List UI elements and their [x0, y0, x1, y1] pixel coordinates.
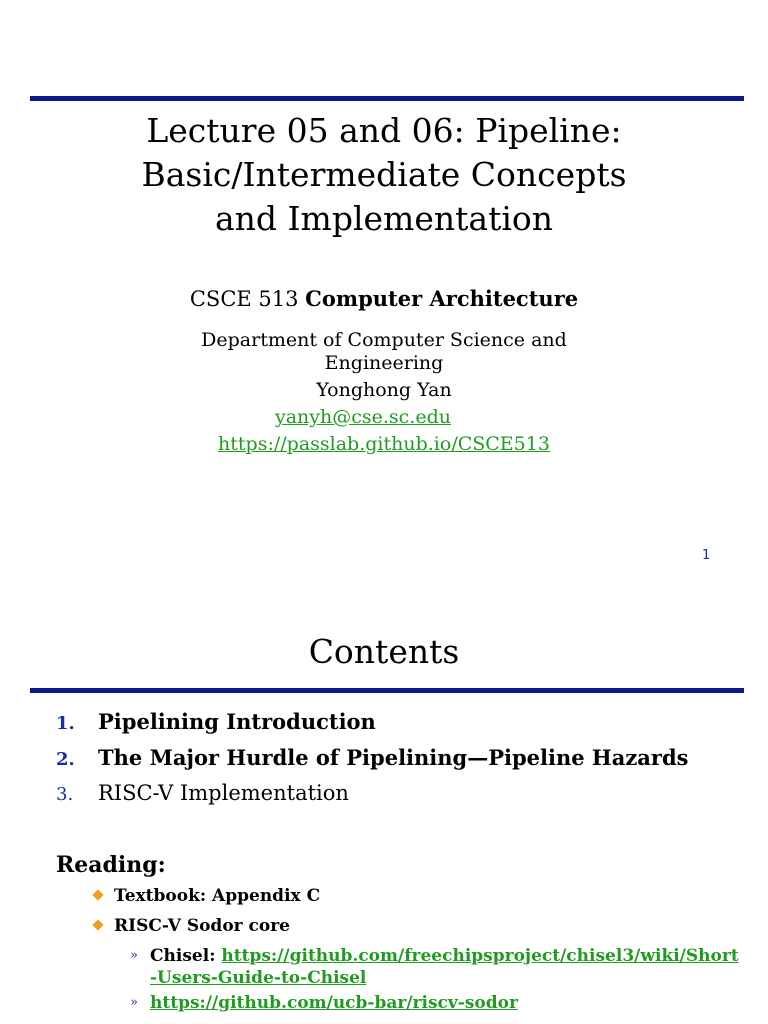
- raquo-icon: »: [130, 995, 138, 1010]
- contents-item-2: [56, 745, 688, 770]
- website-link[interactable]: https://passlab.github.io/CSCE513: [218, 433, 550, 455]
- sub-item-prefix: Chisel:: [150, 946, 222, 966]
- email-line: [0, 406, 747, 429]
- contents-item-3: [56, 781, 349, 805]
- reading-sub-item-2: [130, 992, 740, 1014]
- item-number: 2.: [56, 749, 75, 770]
- slide-title-line-1: Lecture 05 and 06: Pipeline:: [146, 111, 622, 150]
- item-text: Pipelining Introduction: [98, 709, 376, 734]
- item-text: The Major Hurdle of Pipelining—Pipeline Hazards: [98, 745, 689, 770]
- diamond-bullet-icon: [92, 889, 103, 900]
- department-line-1: Department of Computer Science and: [201, 329, 567, 351]
- slide-title-line-3: and Implementation: [214, 199, 554, 238]
- course-name: Computer Architecture: [305, 286, 579, 311]
- sodor-repo-link[interactable]: https://github.com/ucb-bar/riscv-sodor: [150, 993, 518, 1013]
- reading-sub-item-1: [130, 945, 740, 989]
- course-line: [0, 286, 768, 311]
- course-code: CSCE 513: [189, 287, 299, 311]
- contents-rule: [30, 688, 744, 693]
- item-number: 3.: [56, 784, 74, 805]
- slide-title-line-2: Basic/Intermediate Concepts: [141, 155, 627, 194]
- bullet-text: Textbook: Appendix C: [114, 886, 321, 906]
- reading-heading: Reading:: [56, 852, 166, 878]
- item-text: RISC-V Implementation: [98, 781, 349, 805]
- website-line: [0, 433, 768, 456]
- department-line-2: Engineering: [324, 352, 444, 374]
- contents-title: Contents: [308, 632, 460, 671]
- item-number: 1.: [56, 713, 75, 734]
- instructor-name: Yonghong Yan: [316, 379, 452, 401]
- title-rule: [30, 96, 744, 101]
- chisel-guide-link[interactable]: https://github.com/freechipsproject/chisel3/wiki/Short-Users-Guide-to-Chisel: [150, 946, 739, 988]
- bullet-text: RISC-V Sodor core: [114, 916, 290, 936]
- contents-item-1: [56, 709, 376, 734]
- reading-bullet-2: [94, 916, 290, 936]
- diamond-bullet-icon: [92, 919, 103, 930]
- page-number: 1: [702, 548, 711, 563]
- raquo-icon: »: [130, 948, 138, 963]
- reading-bullet-1: [94, 886, 320, 906]
- email-link[interactable]: yanyh@cse.sc.edu: [274, 406, 452, 428]
